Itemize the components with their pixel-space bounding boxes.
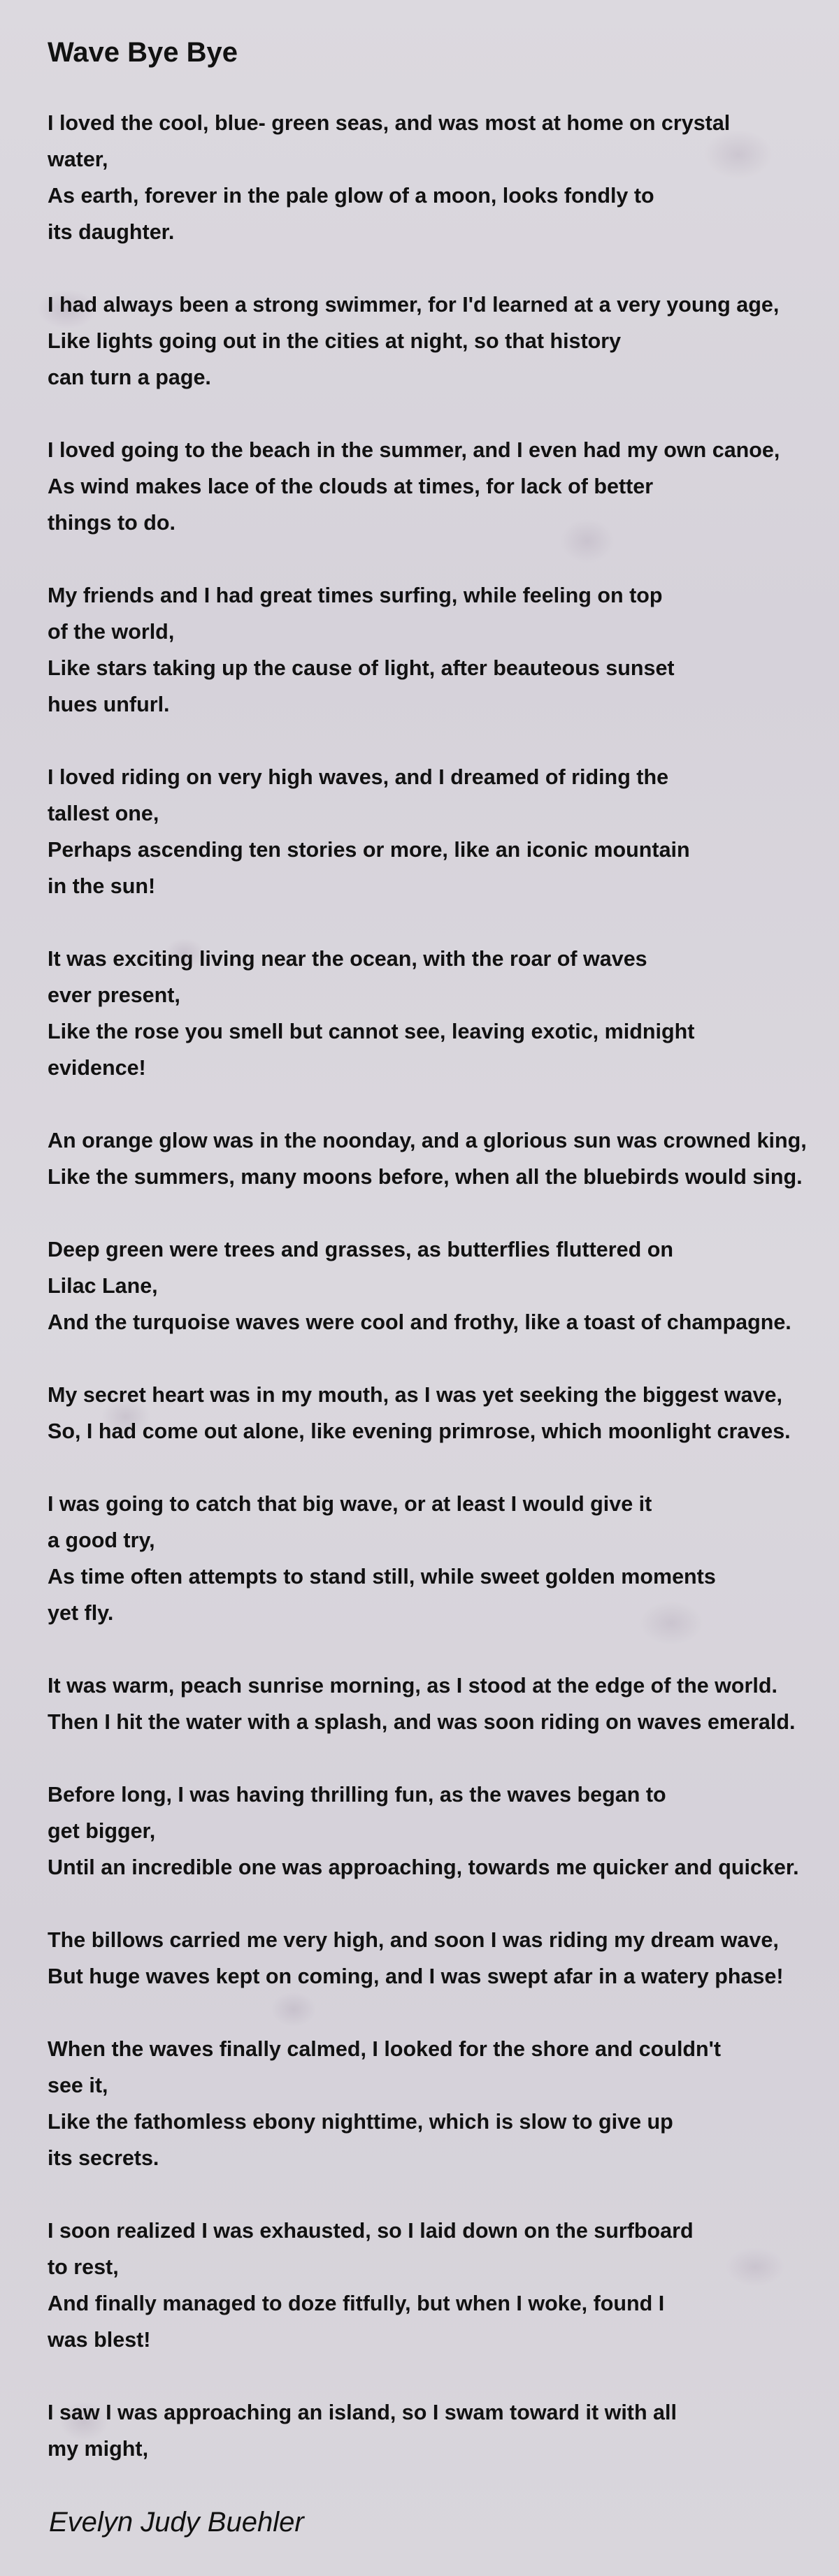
poem-line: And the turquoise waves were cool and frothy, like a toast of champagne. — [48, 1310, 791, 1334]
poem-line: I saw I was approaching an island, so I swam toward it with all — [48, 2401, 677, 2424]
poem-line: As wind makes lace of the clouds at times, for lack of better — [48, 475, 654, 498]
poem-line: get bigger, — [48, 1819, 156, 1843]
poem-line: hues unfurl. — [48, 693, 170, 716]
poem-line: evidence! — [48, 1056, 146, 1080]
poem-line: I was going to catch that big wave, or at least I would give it — [48, 1492, 652, 1516]
poem-line: Like stars taking up the cause of light, after beauteous sunset — [48, 656, 675, 680]
poem-line: Perhaps ascending ten stories or more, like an iconic mountain — [48, 838, 690, 862]
stanza — [48, 105, 839, 250]
poem-author[interactable]: Evelyn Judy Buehler — [49, 2507, 304, 2538]
stanza — [48, 287, 839, 396]
poem-line: can turn a page. — [48, 366, 211, 389]
poem-line: An orange glow was in the noonday, and a glorious sun was crowned king, — [48, 1129, 807, 1152]
poem-line: to rest, — [48, 2255, 119, 2279]
poem-line: ever present, — [48, 983, 180, 1007]
poem-line: It was warm, peach sunrise morning, as I stood at the edge of the world. — [48, 1674, 777, 1698]
poem-body — [48, 105, 839, 2503]
poem-line: I loved going to the beach in the summer, and I even had my own canoe, — [48, 438, 780, 462]
poem-title: Wave Bye Bye — [48, 37, 238, 68]
poem-line: And finally managed to doze fitfully, but when I woke, found I — [48, 2292, 665, 2315]
poem-line: its daughter. — [48, 220, 175, 244]
poem-line: Then I hit the water with a splash, and was soon riding on waves emerald. — [48, 1710, 796, 1734]
poem-line: I soon realized I was exhausted, so I laid down on the surfboard — [48, 2219, 694, 2243]
poem-line: As earth, forever in the pale glow of a moon, looks fondly to — [48, 184, 654, 208]
poem-line: My secret heart was in my mouth, as I was yet seeking the biggest wave, — [48, 1383, 782, 1407]
poem-line: yet fly. — [48, 1601, 114, 1625]
stanza — [48, 2394, 839, 2467]
poem-line: Until an incredible one was approaching, towards me quicker and quicker. — [48, 1855, 799, 1879]
stanza — [48, 1231, 839, 1340]
poem-line: water, — [48, 147, 108, 171]
poem-line: in the sun! — [48, 874, 156, 898]
poem-line: My friends and I had great times surfing, while feeling on top — [48, 584, 663, 607]
poem-line: Like the fathomless ebony nighttime, which is slow to give up — [48, 2110, 673, 2134]
poem-line: I loved riding on very high waves, and I dreamed of riding the — [48, 765, 669, 789]
poem-line: of the world, — [48, 620, 175, 644]
poem-line: things to do. — [48, 511, 175, 535]
poem-line: Like the summers, many moons before, when all the bluebirds would sing. — [48, 1165, 803, 1189]
poem-line: Deep green were trees and grasses, as butterflies fluttered on — [48, 1238, 673, 1261]
stanza — [48, 1122, 839, 1195]
stanza — [48, 577, 839, 723]
stanza — [48, 759, 839, 904]
poem-line: Like lights going out in the cities at night, so that history — [48, 329, 622, 353]
stanza — [48, 1486, 839, 1631]
poem-line: But huge waves kept on coming, and I was swept afar in a watery phase! — [48, 1964, 784, 1988]
poem-line: my might, — [48, 2437, 149, 2461]
poem-line: I had always been a strong swimmer, for I'd learned at a very young age, — [48, 293, 780, 317]
poem-line: As time often attempts to stand still, while sweet golden moments — [48, 1565, 716, 1589]
poem-line: It was exciting living near the ocean, with the roar of waves — [48, 947, 647, 971]
poem-line: Before long, I was having thrilling fun, as the waves began to — [48, 1783, 666, 1807]
stanza — [48, 2031, 839, 2176]
poem-line: tallest one, — [48, 802, 159, 825]
poem-line: was blest! — [48, 2328, 151, 2352]
poem-line: The billows carried me very high, and soon I was riding my dream wave, — [48, 1928, 779, 1952]
stanza — [48, 1377, 839, 1449]
stanza — [48, 2213, 839, 2358]
poem-line: Lilac Lane, — [48, 1274, 158, 1298]
poem-line: Like the rose you smell but cannot see, leaving exotic, midnight — [48, 1020, 695, 1043]
stanza — [48, 432, 839, 541]
poem-line: a good try, — [48, 1528, 155, 1552]
poem-line: I loved the cool, blue- green seas, and was most at home on crystal — [48, 111, 731, 135]
stanza — [48, 1667, 839, 1740]
stanza — [48, 1922, 839, 1995]
poem-line: its secrets. — [48, 2146, 159, 2170]
poem-line: So, I had come out alone, like evening primrose, which moonlight craves. — [48, 1419, 791, 1443]
poem-line: When the waves finally calmed, I looked for the shore and couldn't — [48, 2037, 722, 2061]
stanza — [48, 1777, 839, 1886]
poem-line: see it, — [48, 2074, 108, 2097]
stanza — [48, 941, 839, 1086]
